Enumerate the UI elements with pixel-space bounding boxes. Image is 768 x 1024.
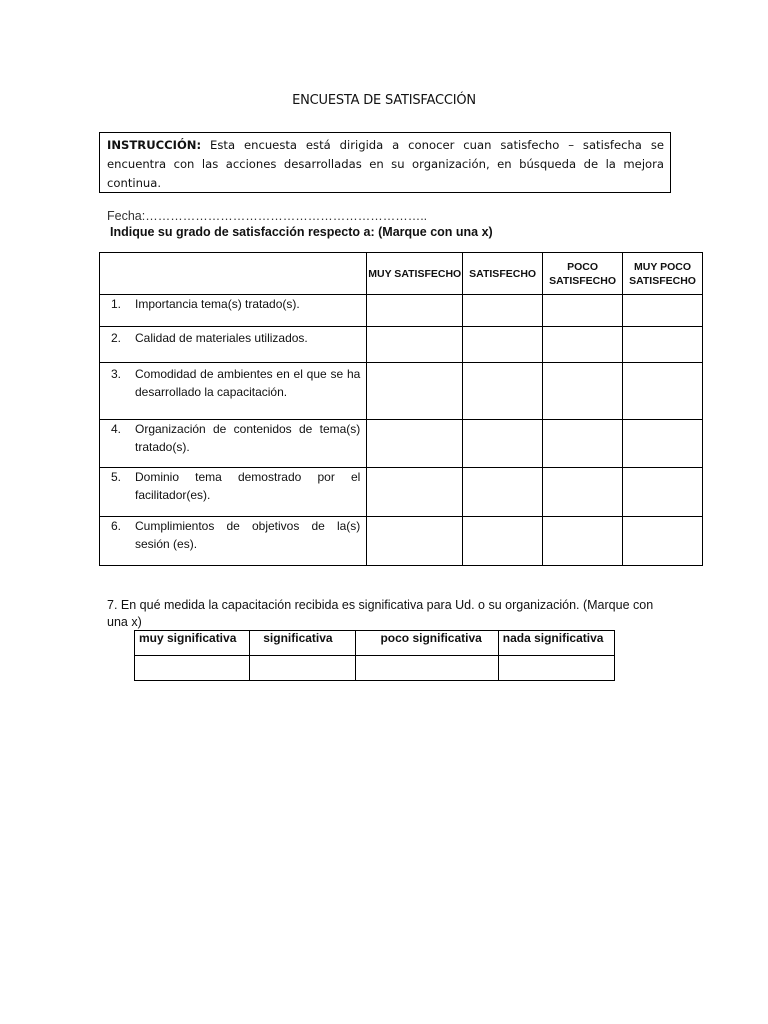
checkbox-cell[interactable] <box>367 327 463 363</box>
checkbox-cell[interactable] <box>367 420 463 468</box>
header-empty-cell <box>100 253 367 295</box>
header-muy-satisfecho: MUY SATISFECHO <box>367 253 463 295</box>
checkbox-cell[interactable] <box>543 327 623 363</box>
item-number: 3. <box>111 367 122 381</box>
checkbox-cell[interactable] <box>463 517 543 566</box>
checkbox-cell[interactable] <box>498 656 614 681</box>
item-text: Organización de contenidos de tema(s) tratado(s). <box>135 422 361 454</box>
header-poco-satisfecho: POCO SATISFECHO <box>543 253 623 295</box>
checkbox-cell[interactable] <box>543 468 623 517</box>
checkbox-cell[interactable] <box>623 295 703 327</box>
item-cell <box>100 295 367 327</box>
table-row <box>100 363 703 420</box>
checkbox-cell[interactable] <box>463 468 543 517</box>
checkbox-cell[interactable] <box>135 656 250 681</box>
option-significativa: significativa <box>250 631 356 656</box>
item-number: 4. <box>111 422 122 436</box>
checkbox-cell[interactable] <box>367 517 463 566</box>
item-number: 5. <box>111 470 122 484</box>
item-number: 2. <box>111 331 122 345</box>
checkbox-cell[interactable] <box>463 420 543 468</box>
survey-title: ENCUESTA DE SATISFACCIÓN <box>292 93 476 108</box>
checkbox-cell[interactable] <box>463 363 543 420</box>
option-poco-significativa: poco significativa <box>356 631 498 656</box>
item-cell <box>100 517 367 566</box>
item-cell <box>100 420 367 468</box>
checkbox-cell[interactable] <box>367 363 463 420</box>
table-row <box>100 295 703 327</box>
header-satisfecho: SATISFECHO <box>463 253 543 295</box>
item-text: Comodidad de ambientes en el que se ha desarrollado la capacitación. <box>135 367 361 399</box>
checkbox-cell[interactable] <box>623 327 703 363</box>
checkbox-cell[interactable] <box>623 420 703 468</box>
checkbox-cell[interactable] <box>356 656 498 681</box>
item-text: Dominio tema demostrado por el facilitador(es). <box>135 470 361 502</box>
item-text: Cumplimientos de objetivos de la(s) sesión (es). <box>135 519 361 551</box>
checkbox-cell[interactable] <box>543 420 623 468</box>
table-row <box>100 420 703 468</box>
checkbox-cell[interactable] <box>367 468 463 517</box>
significance-answer-row <box>135 656 615 681</box>
checkbox-cell[interactable] <box>623 363 703 420</box>
table-row <box>100 327 703 363</box>
satisfaction-instruction: Indique su grado de satisfacción respecto a: (Marque con una x) <box>110 225 493 239</box>
table-header-row <box>100 253 703 295</box>
checkbox-cell[interactable] <box>543 295 623 327</box>
item-number: 1. <box>111 297 122 311</box>
significance-table <box>134 630 615 681</box>
item-text: Calidad de materiales utilizados. <box>135 331 308 345</box>
checkbox-cell[interactable] <box>367 295 463 327</box>
instruction-box <box>99 132 671 193</box>
instruction-text: Esta encuesta está dirigida a conocer cuan satisfecho – satisfecha se encuentra con las acciones desarrolladas en su organización, en búsqueda de la mejora continua. <box>107 138 664 190</box>
checkbox-cell[interactable] <box>623 517 703 566</box>
instruction-label: INSTRUCCIÓN: <box>107 138 202 152</box>
checkbox-cell[interactable] <box>463 295 543 327</box>
item-cell <box>100 468 367 517</box>
checkbox-cell[interactable] <box>543 517 623 566</box>
satisfaction-table <box>99 252 703 566</box>
table-row <box>100 468 703 517</box>
checkbox-cell[interactable] <box>463 327 543 363</box>
header-muy-poco-satisfecho: MUY POCO SATISFECHO <box>623 253 703 295</box>
option-nada-significativa: nada significativa <box>498 631 614 656</box>
date-field[interactable]: Fecha:………………………………………………………….. <box>107 209 428 223</box>
significance-header-row <box>135 631 615 656</box>
item-cell <box>100 327 367 363</box>
question-7-text: 7. En qué medida la capacitación recibida es significativa para Ud. o su organización. (Marque con una x) <box>107 598 654 629</box>
item-text: Importancia tema(s) tratado(s). <box>135 297 300 311</box>
checkbox-cell[interactable] <box>543 363 623 420</box>
checkbox-cell[interactable] <box>250 656 356 681</box>
option-muy-significativa: muy significativa <box>135 631 250 656</box>
item-number: 6. <box>111 519 122 533</box>
table-row <box>100 517 703 566</box>
checkbox-cell[interactable] <box>623 468 703 517</box>
item-cell <box>100 363 367 420</box>
